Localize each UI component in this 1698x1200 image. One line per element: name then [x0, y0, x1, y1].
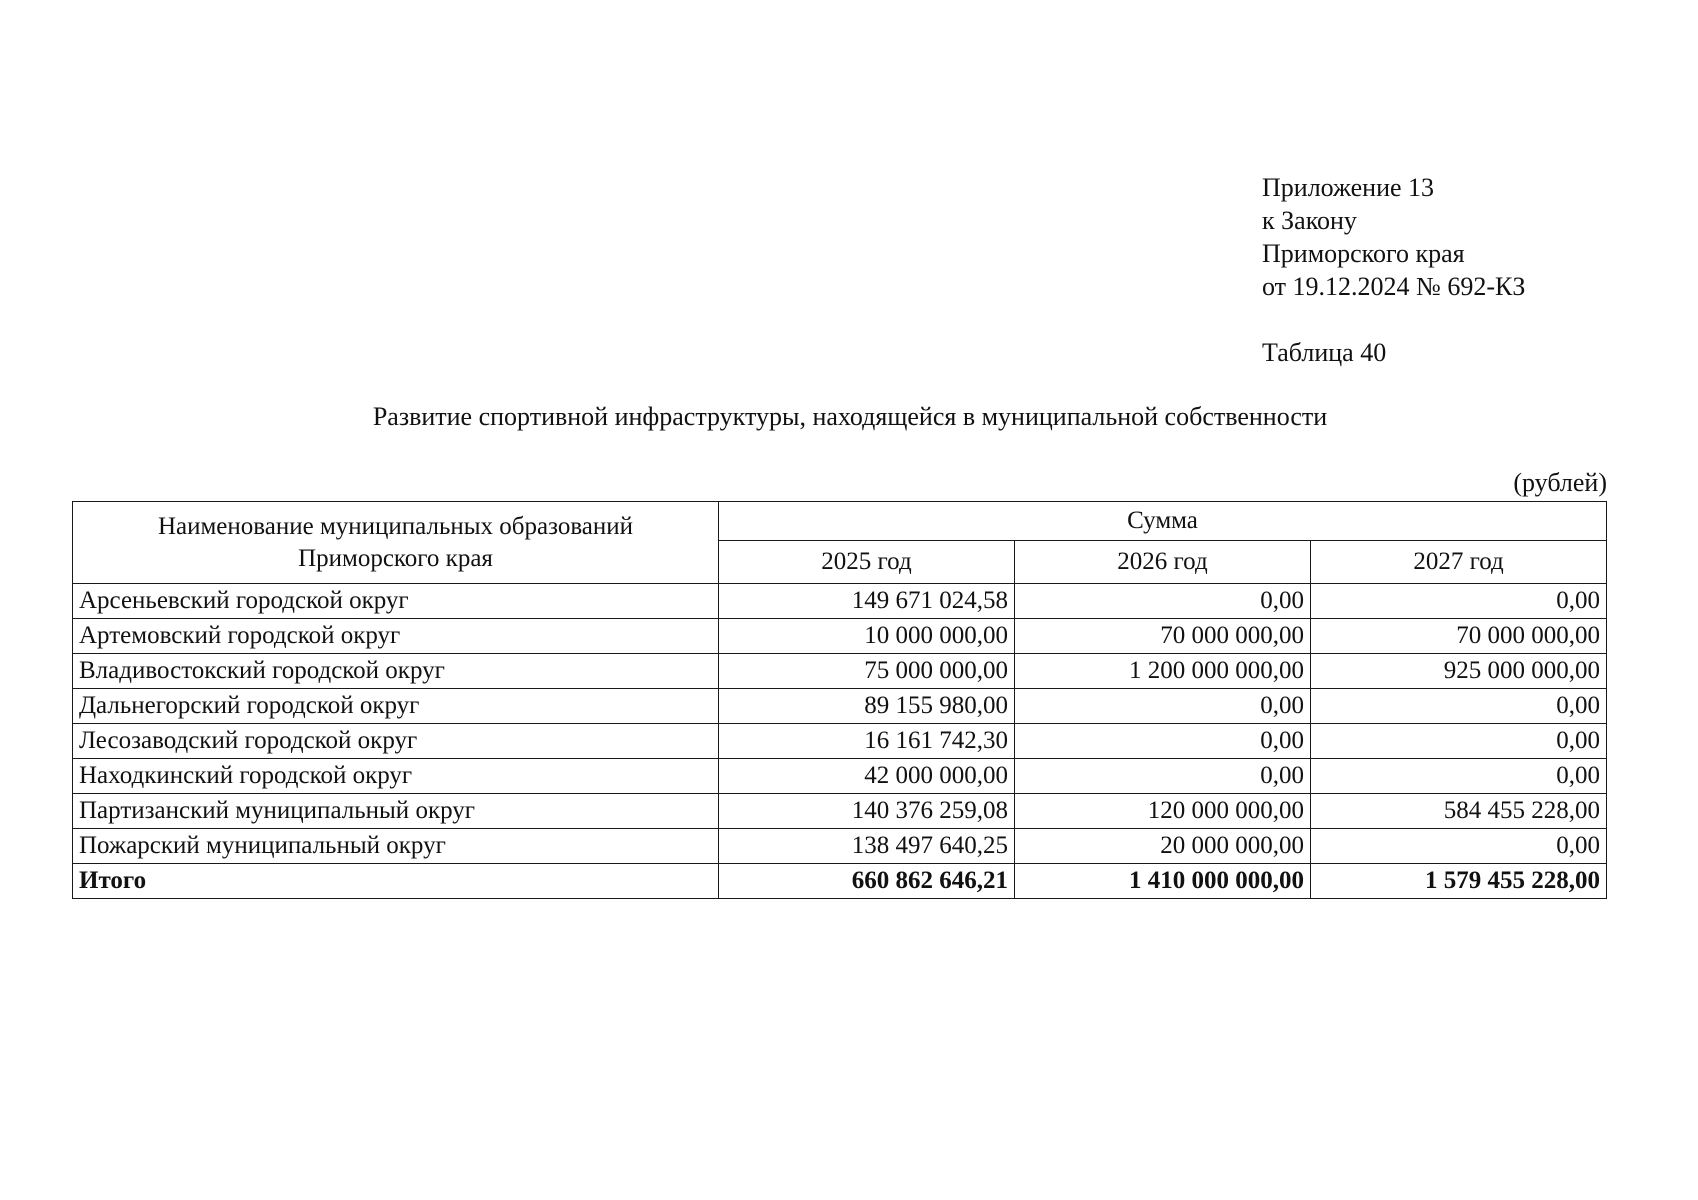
municipality-name: Пожарский муниципальный округ — [73, 829, 719, 864]
header-year-2026: 2026 год — [1015, 541, 1311, 584]
amount-2025: 138 497 640,25 — [719, 829, 1015, 864]
appendix-line-2: к Закону — [1262, 206, 1357, 235]
table-row — [73, 724, 1607, 759]
table-row — [73, 829, 1607, 864]
municipality-name: Дальнегорский городской округ — [73, 689, 719, 724]
header-year-2027: 2027 год — [1311, 541, 1607, 584]
municipality-name: Артемовский городской округ — [73, 619, 719, 654]
amount-2026: 120 000 000,00 — [1015, 794, 1311, 829]
document-title — [0, 400, 1698, 433]
budget-table — [72, 501, 1607, 899]
amount-2027: 0,00 — [1311, 759, 1607, 794]
header-municipality-line-2: Приморского края — [298, 544, 493, 572]
amount-2026: 20 000 000,00 — [1015, 829, 1311, 864]
unit-label: (рублей) — [1513, 468, 1607, 497]
total-2026: 1 410 000 000,00 — [1015, 864, 1311, 899]
amount-2026: 0,00 — [1015, 689, 1311, 724]
total-2025: 660 862 646,21 — [719, 864, 1015, 899]
total-row — [73, 864, 1607, 899]
amount-2027: 925 000 000,00 — [1311, 654, 1607, 689]
amount-2027: 0,00 — [1311, 829, 1607, 864]
amount-2025: 75 000 000,00 — [719, 654, 1015, 689]
appendix-line-4: от 19.12.2024 № 692-КЗ — [1262, 272, 1526, 301]
table-row — [73, 654, 1607, 689]
municipality-name: Лесозаводский городской округ — [73, 724, 719, 759]
appendix-line-1: Приложение 13 — [1262, 173, 1435, 202]
header-year-2025: 2025 год — [719, 541, 1015, 584]
amount-2027: 0,00 — [1311, 689, 1607, 724]
municipality-name: Находкинский городской округ — [73, 759, 719, 794]
amount-2026: 70 000 000,00 — [1015, 619, 1311, 654]
table-row — [73, 759, 1607, 794]
amount-2025: 89 155 980,00 — [719, 689, 1015, 724]
amount-2027: 70 000 000,00 — [1311, 619, 1607, 654]
amount-2026: 0,00 — [1015, 724, 1311, 759]
appendix-reference — [1262, 171, 1525, 303]
document-title-text: Развитие спортивной инфраструктуры, находящейся в муниципальной собственности — [372, 402, 1328, 431]
amount-2026: 0,00 — [1015, 759, 1311, 794]
amount-2026: 0,00 — [1015, 584, 1311, 619]
table-row — [73, 794, 1607, 829]
amount-2025: 42 000 000,00 — [719, 759, 1015, 794]
total-label: Итого — [73, 864, 719, 899]
amount-2027: 0,00 — [1311, 724, 1607, 759]
header-municipality-line-1: Наименование муниципальных образований — [157, 512, 634, 540]
municipality-name: Арсеньевский городской округ — [73, 584, 719, 619]
amount-2025: 10 000 000,00 — [719, 619, 1015, 654]
table-number: Таблица 40 — [1262, 338, 1387, 367]
table-row — [73, 619, 1607, 654]
table-row — [73, 689, 1607, 724]
amount-2025: 149 671 024,58 — [719, 584, 1015, 619]
table-row — [73, 584, 1607, 619]
total-2027: 1 579 455 228,00 — [1311, 864, 1607, 899]
municipality-name: Владивостокский городской округ — [73, 654, 719, 689]
amount-2025: 16 161 742,30 — [719, 724, 1015, 759]
amount-2027: 584 455 228,00 — [1311, 794, 1607, 829]
amount-2026: 1 200 000 000,00 — [1015, 654, 1311, 689]
header-sum: Сумма — [719, 502, 1607, 541]
header-municipality — [73, 502, 719, 584]
municipality-name: Партизанский муниципальный округ — [73, 794, 719, 829]
amount-2025: 140 376 259,08 — [719, 794, 1015, 829]
amount-2027: 0,00 — [1311, 584, 1607, 619]
appendix-line-3: Приморского края — [1262, 239, 1465, 268]
